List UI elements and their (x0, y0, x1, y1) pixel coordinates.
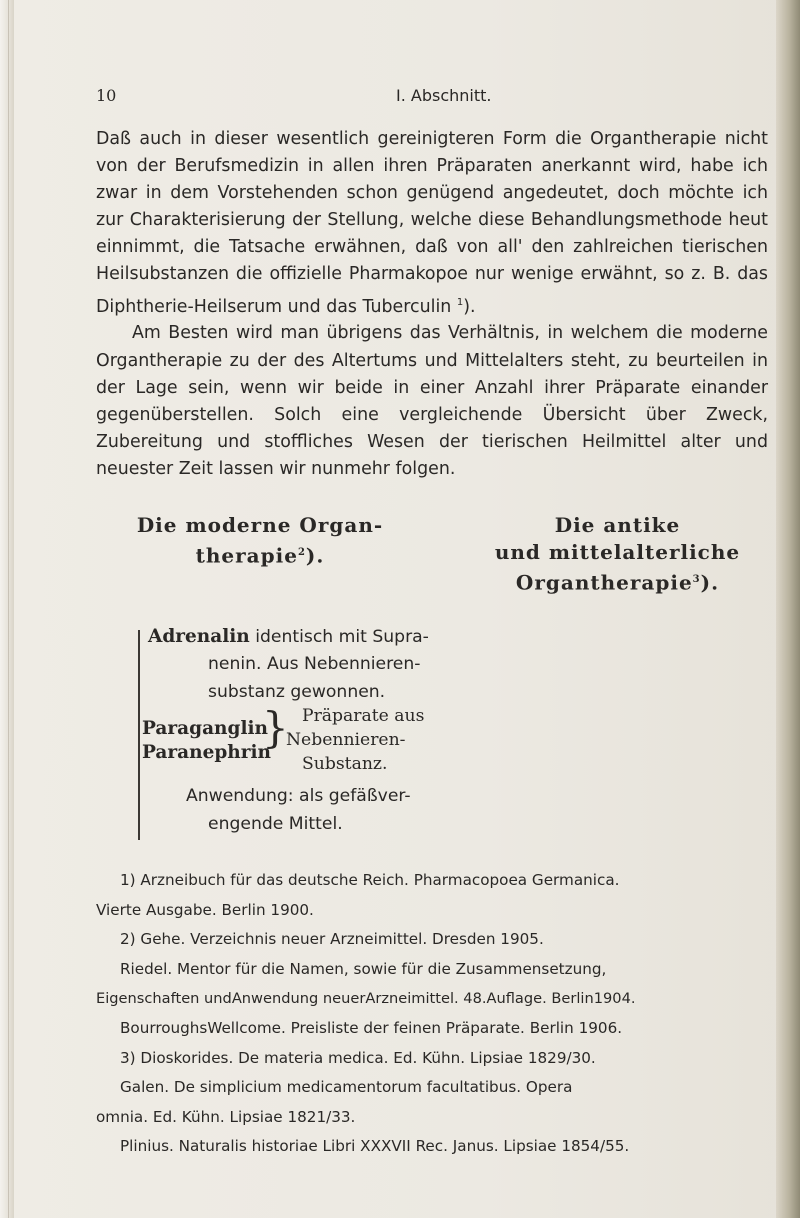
left-column-heading (130, 512, 390, 570)
adrenalin-description: identisch mit Supra- (255, 627, 429, 647)
footnote-ref-3: 3 (692, 574, 701, 585)
footnote-ref-2: 2 (297, 547, 306, 558)
right-heading-line1: Die antike (554, 513, 681, 537)
footnote-3-marker: 3) (120, 1048, 136, 1067)
running-head (96, 86, 740, 110)
entry-bracket (138, 630, 140, 840)
grouping-brace: } (262, 703, 289, 752)
page-edge-shadow (776, 0, 800, 1218)
entry-line-2: nenin. Aus Nebennieren- (208, 654, 421, 674)
paraganglin-text: Paraganglin (142, 718, 268, 739)
paranephrin-text: Paranephrin (142, 742, 271, 763)
left-heading-line1: Die moderne Organ- (136, 513, 384, 537)
footnote-2-line-4: BourroughsWellcome. Preisliste der feinen Präparate. Berlin 1906. (120, 1018, 623, 1037)
left-heading-line2 (130, 539, 390, 570)
entry-line-1 (148, 623, 429, 651)
right-heading-word: Organtherapie (515, 570, 693, 595)
footnote-1-text: Arzneibuch für das deutsche Reich. Pharmacopoea Germanica. (140, 871, 620, 889)
footnote-1-marker: 1) (120, 871, 136, 889)
footnote-3-line-3: omnia. Ed. Kühn. Lipsiae 1821/33. (96, 1107, 356, 1126)
left-heading-word: therapie (195, 543, 298, 568)
footnote-3-line-2: Galen. De simplicium medicamentorum facultatibus. Opera (120, 1078, 573, 1097)
gutter-line (8, 0, 9, 1218)
group-line-1: Präparate aus (302, 706, 425, 726)
right-heading-line2: und mittelalterliche (494, 540, 741, 564)
page-gutter (0, 0, 14, 1218)
footnotes (96, 866, 768, 1162)
group-line-3: Substanz. (302, 754, 388, 774)
footnote-3-line-4: Plinius. Naturalis historiae Libri XXXVII Rec. Janus. Lipsiae 1854/55. (120, 1137, 630, 1156)
drug-name-paranephrin (142, 739, 271, 767)
entry-line-3: substanz gewonnen. (208, 682, 386, 702)
footnote-1-line-1 (96, 866, 768, 896)
paragraph-2: Am Besten wird man übrigens das Verhältnis, in welchem die moderne Organtherapie zu der des Altertums und Mittelalters steht, zu beurteilen in der Lage sein, wenn wir beide in einer Anzahl ihrer Präparate einander gegenüberstellen. Solch eine vergleichende Übersicht über Zweck, Zubereitung und stoffliches Wesen der tierischen Heilmittel alter und neuester Zeit lassen wir nunmehr folgen. (96, 323, 768, 479)
footnote-2-line-1 (96, 925, 768, 955)
group-line-2: Nebennieren- (286, 730, 406, 750)
right-heading-end: ). (700, 570, 720, 595)
paragraph-1-end: ). (463, 296, 476, 317)
footnote-3-line-1 (96, 1044, 768, 1074)
drug-name-adrenalin: Adrenalin (148, 626, 250, 647)
paragraph-1-text: Daß auch in dieser wesentlich gereinigteren Form die Organtherapie nicht von der Berufsmedizin in allen ihren Präparaten anerkannt wird, habe ich zwar in dem Vorstehenden schon genügend angedeutet, doch möchte ich zur Charakterisierung der Stellung, welche diese Behandlungsmethode heut einnimmt, die Tatsache erwähnen, daß von all' den zahlreichen tierischen Heilsubstanzen die offizielle Pharmakopoe nur wenige erwähnt, so z. B. das Diphtherie-Heilserum und das Tuberculin (96, 129, 768, 317)
use-line-1: Anwendung: als gefäßver- (186, 786, 411, 806)
left-heading-end: ). (305, 543, 325, 568)
footnote-2-line-3: Eigenschaften undAnwendung neuerArzneimittel. 48.Auflage. Berlin1904. (96, 990, 636, 1008)
footnote-2-marker: 2) (120, 930, 136, 949)
footnote-2-line-2: Riedel. Mentor für die Namen, sowie für die Zusammensetzung, (120, 959, 607, 978)
right-heading-line3 (465, 566, 770, 597)
footnote-2-text: Gehe. Verzeichnis neuer Arzneimittel. Dresden 1905. (140, 930, 544, 949)
paragraph-1 (96, 126, 768, 320)
footnote-3-text: Dioskorides. De materia medica. Ed. Kühn. Lipsiae 1829/30. (140, 1048, 596, 1067)
footnote-1-line-2: Vierte Ausgabe. Berlin 1900. (96, 900, 314, 919)
footnote-ref-1: 1 (456, 296, 464, 308)
page-number: 10 (96, 86, 117, 105)
body-text (96, 126, 768, 483)
use-line-2: engende Mittel. (208, 814, 343, 834)
section-label: I. Abschnitt. (396, 86, 492, 105)
right-column-heading (465, 512, 770, 597)
